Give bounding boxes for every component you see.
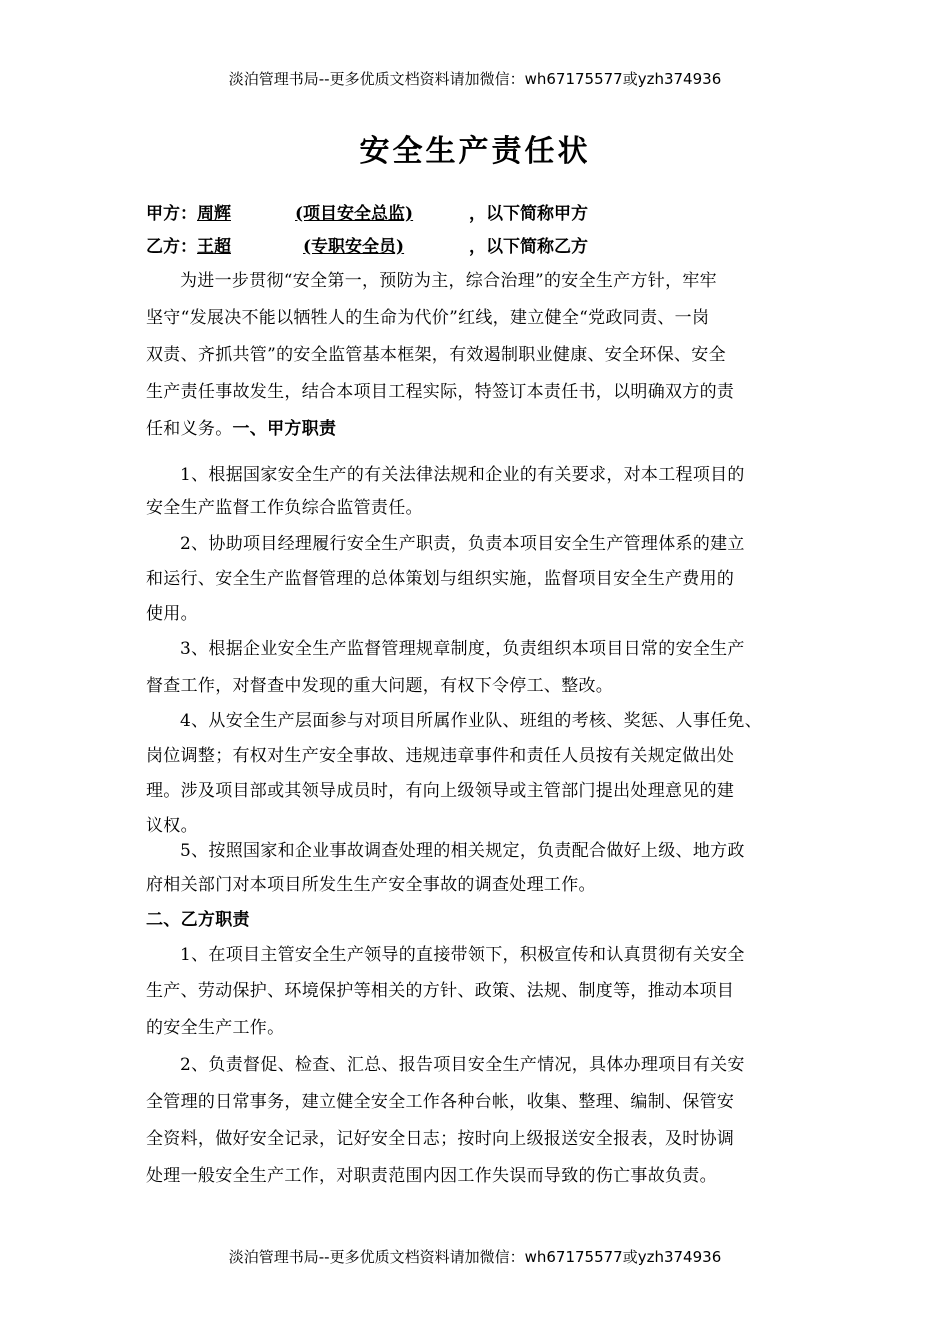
section-a-item: 3、根据企业安全生产监督管理规章制度，负责组织本项目日常的安全生产 [180,639,745,659]
party-a-line [146,199,588,224]
section-a-item: 使用。 [146,604,198,624]
section-a-item: 4、从安全生产层面参与对项目所属作业队、班组的考核、奖惩、人事任免、 [180,711,763,731]
section-b-item: 处理一般安全生产工作，对职责范围内因工作失误而导致的伤亡事故负责。 [146,1166,717,1186]
party-b-name: 王超 [197,237,231,257]
section-a-item: 岗位调整；有权对生产安全事故、违规违章事件和责任人员按有关规定做出处 [146,746,735,766]
section-a-item: 议权。 [146,816,198,836]
section-a-item: 2、协助项目经理履行安全生产职责，负责本项目安全生产管理体系的建立 [180,534,745,554]
section-b-item: 生产、劳动保护、环境保护等相关的方针、政策、法规、制度等，推动本项目 [146,981,735,1001]
section-a-item: 1、根据国家安全生产的有关法律法规和企业的有关要求，对本工程项目的 [180,465,745,485]
party-b-prefix: 乙方： [146,237,197,257]
intro-line: 坚守“发展决不能以牺牲人的生命为代价”红线，建立健全“党政同责、一岗 [146,308,710,328]
section-b-item: 2、负责督促、检查、汇总、报告项目安全生产情况，具体办理项目有关安 [180,1055,745,1075]
section-b-item: 1、在项目主管安全生产领导的直接带领下，积极宣传和认真贯彻有关安全 [180,945,745,965]
section-b-item: 全管理的日常事务，建立健全安全工作各种台帐，收集、整理、编制、保管安 [146,1092,735,1112]
section-b-item: 的安全生产工作。 [146,1018,285,1038]
intro-line [146,414,336,439]
party-a-prefix: 甲方： [146,204,197,224]
party-b-role: (专职安全员) [303,237,405,257]
page-footer: 淡泊管理书局--更多优质文档资料请加微信：wh67175577或yzh374936 [228,1248,722,1266]
intro-line: 为进一步贯彻“安全第一，预防为主，综合治理”的安全生产方针，牢牢 [180,271,717,291]
party-a-name: 周辉 [197,204,231,224]
intro-line: 双责、齐抓共管”的安全监管基本框架，有效遏制职业健康、安全环保、安全 [146,345,726,365]
party-a-role: (项目安全总监) [295,204,414,224]
section-a-item: 安全生产监督工作负综合监管责任。 [146,498,423,518]
intro-line-end: 任和义务。 [146,419,233,439]
section-a-item: 督查工作，对督查中发现的重大问题，有权下令停工、整改。 [146,676,614,696]
section-a-item: 理。涉及项目部或其领导成员时，有向上级领导或主管部门提出处理意见的建 [146,781,735,801]
party-b-suffix: ，以下简称乙方 [469,237,588,257]
party-a-suffix: ，以下简称甲方 [469,204,588,224]
section-a-item: 府相关部门对本项目所发生生产安全事故的调查处理工作。 [146,875,596,895]
page-header: 淡泊管理书局--更多优质文档资料请加微信：wh67175577或yzh374936 [228,70,722,88]
section-b-heading: 二、乙方职责 [146,910,250,930]
document-title: 安全生产责任状 [359,134,591,169]
intro-line: 生产责任事故发生，结合本项目工程实际，特签订本责任书，以明确双方的责 [146,382,735,402]
section-a-item: 和运行、安全生产监督管理的总体策划与组织实施，监督项目安全生产费用的 [146,569,735,589]
section-a-item: 5、按照国家和企业事故调查处理的相关规定，负责配合做好上级、地方政 [180,841,745,861]
section-a-heading: 一、甲方职责 [232,419,337,439]
party-b-line [146,232,588,257]
section-b-item: 全资料，做好安全记录，记好安全日志；按时向上级报送安全报表，及时协调 [146,1129,735,1149]
